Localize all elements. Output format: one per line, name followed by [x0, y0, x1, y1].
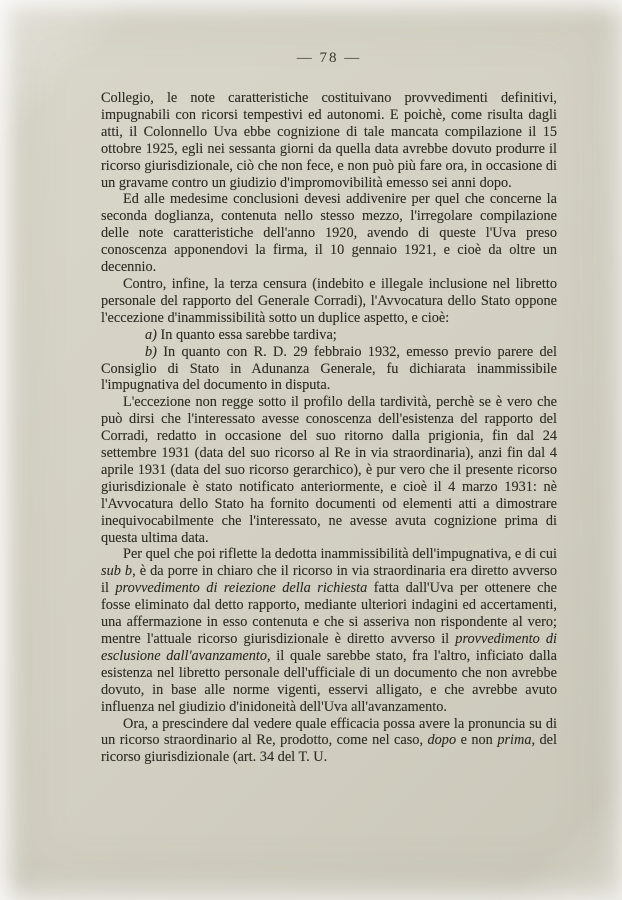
text-segment: , il quale sarebbe stato, fra l'altro, inficiato dalla esistenza nel libretto personale dell'ufficiale di un documento che non avrebbe dovuto, in base alle norme vigenti, esservi alligato, e che avrebbe avuto influenza nel giudizio d'inidoneità dell'Uva all'avanzamento.	[101, 647, 558, 715]
paragraph	[101, 90, 557, 191]
italic-text-segment: dopo	[427, 732, 457, 749]
italic-text-segment: a)	[145, 326, 157, 343]
text-segment: In quanto con R. D. 29 febbraio 1932, emesso previo parere del Consiglio di Stato in Adunanza Generale, fu dichiarata inammissibile l'impugnativa del documento in disputa.	[101, 343, 557, 394]
text-block	[101, 90, 557, 766]
paragraph	[101, 191, 557, 276]
text-segment: Contro, infine, la terza censura (indebito e illegale inclusione nel libretto personale del rapporto del Generale Corradi), l'Avvocatura dello Stato oppone l'eccezione d'inammissibilità sotto un duplice aspetto, e cioè:	[101, 275, 557, 326]
italic-text-segment: sub b	[101, 563, 133, 580]
page-number: — 78 —	[296, 50, 362, 66]
italic-text-segment: provvedimento di esclusione dall'avanzamento	[101, 631, 557, 664]
text-segment: L'eccezione non regge sotto il profilo della tardività, perchè se è vero che può dirsi che l'interessato avesse conoscenza dell'esistenza del rapporto del Corradi, redatto in occasione del suo ritorno dalla prigionia, fin dal 24 settembre 1931 (data del suo ricorso al Re in via straordinaria), anzi fin dal 4 aprile 1931 (data del suo ricorso gerarchico), è pur vero che il presente ricorso giurisdizionale è stato notificato anteriormente, e cioè il 4 marzo 1931: nè l'Avvocatura dello Stato ha fornito documenti od elementi atti a dimostrare inequivocabilmente che l'interessato, ne avesse avuta cognizione prima di questa ultima data.	[101, 394, 557, 546]
paragraph	[101, 716, 557, 767]
text-segment: In quanto essa sarebbe tardiva;	[156, 326, 337, 343]
text-segment: Per quel che poi riflette la dedotta inammissibilità dell'impugnativa, e di cui	[123, 546, 557, 563]
paragraph	[101, 327, 557, 344]
text-segment: fatta dall'Uva per ottenere che fosse eliminato dal detto rapporto, mediante ulteriori indagini ed accertamenti, una affermazione in esso contenuta e che si asseriva non rispondente al vero; mentre l'attuale ricorso giurisdizionale è diretto avverso il	[101, 580, 557, 647]
paragraph	[101, 546, 557, 715]
text-segment: Ed alle medesime conclusioni devesi addivenire per quel che concerne la seconda doglianza, contenuta nello stesso mezzo, l'irregolare compilazione delle note caratteristiche dell'anno 1920, avendo di queste l'Uva preso conoscenza apponendovi la firma, il 10 gennaio 1921, e cioè da oltre un decennio.	[101, 191, 557, 276]
text-segment: , del ricorso giurisdizionale (art. 34 del T. U.	[101, 732, 557, 766]
italic-text-segment: b)	[145, 343, 157, 360]
text-segment: , è da porre in chiaro che il ricorso in via straordinaria era diretto avverso il	[101, 563, 557, 597]
paragraph	[101, 394, 557, 546]
paragraph	[101, 276, 557, 327]
italic-text-segment: prima	[497, 732, 532, 749]
paragraph	[101, 344, 557, 395]
italic-text-segment: provvedimento di reiezione della richiesta	[115, 580, 368, 597]
text-segment: Ora, a prescindere dal vedere quale efficacia possa avere la pronuncia su di un ricorso straordinario al Re, prodotto, come nel caso,	[101, 715, 557, 749]
text-segment: Collegio, le note caratteristiche costituivano provvedimenti definitivi, impugnabili con ricorsi tempestivi ed autonomi. E poichè, come risulta dagli atti, il Colonnello Uva ebbe cognizione di tale mancata compilazione il 15 ottobre 1925, egli nei sessanta giorni da quella data avrebbe dovuto produrre il ricorso giurisdizionale, ciò che non fece, e non può più fare ora, in occasione di un gravame contro un giudizio d'impromovibilità emesso sei anni dopo.	[101, 90, 557, 191]
text-segment: e non	[456, 732, 498, 749]
